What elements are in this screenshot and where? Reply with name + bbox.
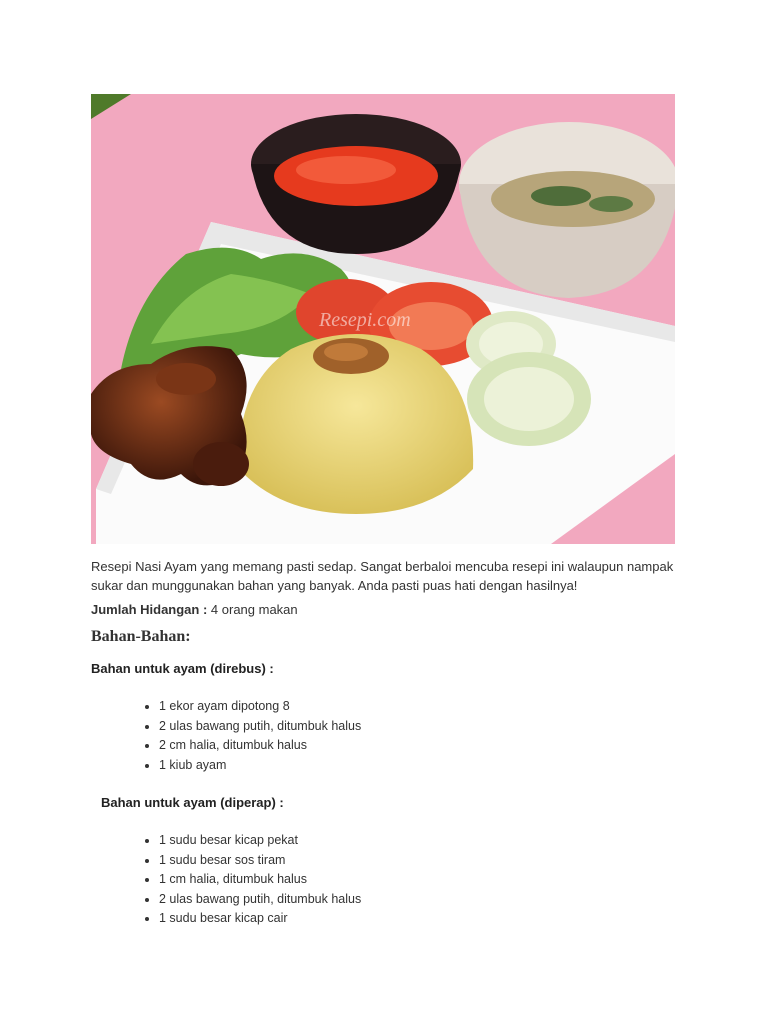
list-item: • 2 ulas bawang putih, ditumbuk halus — [159, 717, 361, 737]
list-item: • 1 ekor ayam dipotong 8 — [159, 697, 361, 717]
group-title-marinated: Bahan untuk ayam (diperap) : — [101, 795, 284, 810]
servings-line — [91, 602, 298, 617]
ingredient-list-boiled — [132, 697, 361, 775]
list-item: • 2 cm halia, ditumbuk halus — [159, 736, 361, 756]
group-title-boiled: Bahan untuk ayam (direbus) : — [91, 661, 274, 676]
list-item: • 1 sudu besar kicap pekat — [159, 831, 361, 851]
watermark-text: Resepi.com — [319, 309, 411, 331]
recipe-photo — [91, 94, 675, 544]
list-item: • 1 sudu besar sos tiram — [159, 851, 361, 871]
list-item: • 1 sudu besar kicap cair — [159, 909, 361, 929]
ingredients-heading: Bahan-Bahan: — [91, 628, 191, 645]
ingredient-list-marinated — [132, 831, 361, 929]
list-item: • 2 ulas bawang putih, ditumbuk halus — [159, 890, 361, 910]
intro-paragraph: Resepi Nasi Ayam yang memang pasti sedap. Sangat berbaloi mencuba resepi ini walaupun nampak sukar dan munggunakan bahan yang banyak. Anda pasti puas hati dengan hasilnya! — [91, 559, 674, 593]
servings-value: 4 orang makan — [210, 602, 298, 617]
list-item: • 1 kiub ayam — [159, 756, 361, 776]
list-item: • 1 cm halia, ditumbuk halus — [159, 870, 361, 890]
servings-label: Jumlah Hidangan : — [91, 602, 208, 617]
